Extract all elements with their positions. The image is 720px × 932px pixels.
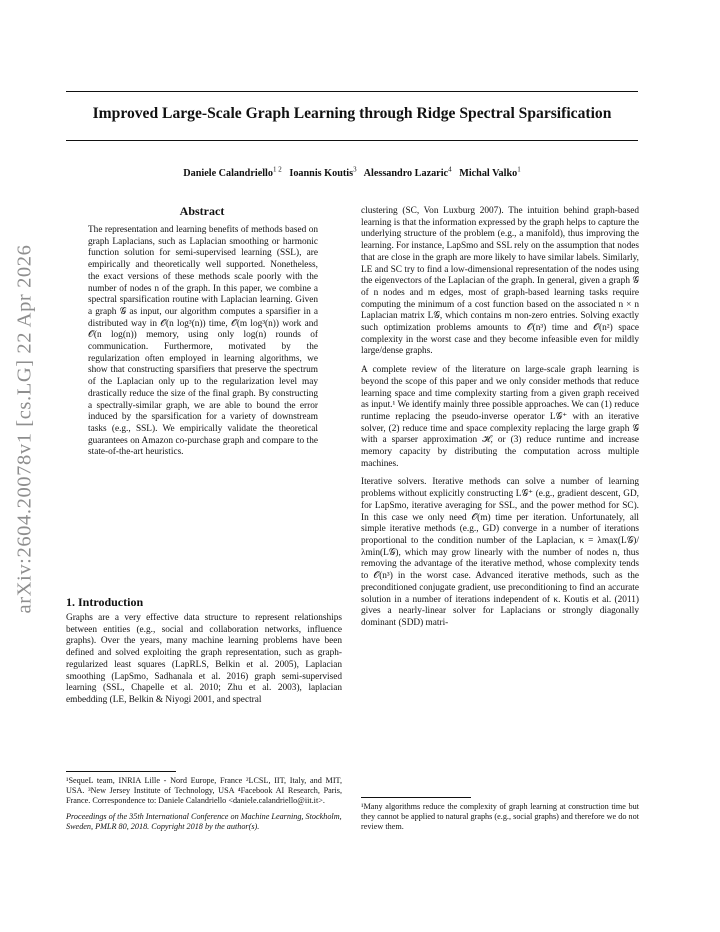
footnote: ¹Many algorithms reduce the complexity of graph learning at construction time but they cannot be applied to natural graphs (e.g., social graphs) and therefore we do not review them. bbox=[361, 802, 639, 832]
author-name: Daniele Calandriello bbox=[183, 168, 273, 179]
author-name: Ioannis Koutis bbox=[289, 168, 354, 179]
author-name: Alessandro Lazaric bbox=[363, 168, 449, 179]
abstract-body: The representation and learning benefits of methods based on graph Laplacians, such as Laplacian smoothing or harmonic function solution for semi-supervised learning (SSL), are empirically and theoretically well supported. Nonetheless, the exact versions of these methods scale poorly with the number of nodes n of the graph. In this paper, we combine a spectral sparsification routine with Laplacian learning. Given a graph 𝒢 as input, our algorithm computes a sparsifier in a distributed way in 𝒪(n log³(n)) time, 𝒪(m log³(n)) work and 𝒪(n log(n)) memory, using only log(n) rounds of communication. Furthermore, motivated by the regularization often employed in learning algorithms, we show that constructing sparsifiers that preserve the spectrum of the Laplacian only up to the regularization level may drastically reduce the size of the final graph. By constructing a spectrally-similar graph, we are able to bound the error induced by the sparsification for a variety of downstream tasks (e.g., SSL). We empirically validate the theoretical guarantees on Amazon co-purchase graph and compare to the state-of-the-art heuristics. bbox=[88, 225, 318, 458]
arxiv-stamp: arXiv:2604.20078v1 [cs.LG] 22 Apr 2026 bbox=[13, 244, 36, 614]
paragraph: clustering (SC, Von Luxburg 2007). The intuition behind graph-based learning is that the information expressed by the graph helps to capture the underlying structure of the problem (e.g., a manifold), thus improving the learning. For instance, LapSmo and SSL rely on the assumption that nodes that are close in the graph are more likely to have similar labels. Similarly, LE and SC try to find a low-dimensional representation of the nodes using the eigenvectors of the Laplacian of the graph. In general, given a graph 𝒢 of n nodes and m edges, most of graph-based learning tasks require computing the minimum of a cost function based on the associated n × n Laplacian matrix L𝒢, which contains m non-zero entries. Solving exactly such optimization problems amounts to 𝒪(n³) time and 𝒪(n²) space complexity in the worst case and they become infeasible even for mildly large/dense graphs. bbox=[361, 206, 639, 357]
author-affiliation: 1 2 bbox=[272, 165, 282, 174]
section-heading-introduction: 1. Introduction bbox=[66, 595, 144, 609]
footnote-rule-right bbox=[361, 797, 471, 798]
author-affiliation: 1 bbox=[517, 165, 521, 174]
introduction-body: Graphs are a very effective data structure to represent relationships between entities (e.g., social and collaboration networks, influence graphs). Over the years, many machine learning problems have been defined and solved exploiting the graph representation, such as graph-regularized least squares (LapRLS, Belkin et al. 2005), Laplacian smoothing (LapSmo, Sadhanala et al. 2016) graph semi-supervised learning (SSL, Chapelle et al. 2010; Zhu et al. 2003), laplacian embedding (LE, Belkin & Niyogi 2001, and spectral bbox=[66, 613, 342, 705]
title-top-rule bbox=[66, 91, 638, 92]
proceedings-note: Proceedings of the 35th International Conference on Machine Learning, Stockholm, Sweden, PMLR 80, 2018. Copyright 2018 by the author(s). bbox=[66, 812, 342, 832]
title-bottom-rule bbox=[66, 140, 638, 141]
footnote-rule-left bbox=[66, 771, 176, 772]
affiliation-footnote: ¹SequeL team, INRIA Lille - Nord Europe, France ²LCSL, IIT, Italy, and MIT, USA. ³New Jersey Institute of Technology, USA ⁴Facebook AI Research, Paris, France. Correspondence to: Daniele Calandriello <daniele.calandriello@iit.it>. bbox=[66, 776, 342, 806]
paragraph: Iterative solvers. Iterative methods can solve a number of learning problems without explicitly constructing L𝒢⁺ (e.g., gradient descent, GD, for LapSmo, iterative averaging for SSL, and the power method for SC). In this case we only need 𝒪(m) time per iteration. Unfortunately, all simple iterative methods (e.g., GD) converge in a number of iterations proportional to the condition number of the Laplacian, κ = λmax(L𝒢)/λmin(L𝒢), which may grow linearly with the number of nodes n, thus removing the advantage of the iterative method, whose complexity tends to 𝒪(n³) in the worst case. Advanced iterative methods, such as the preconditioned conjugate gradient, use preconditioning to find an accurate solution in a number of iterations independent of κ. Koutis et al. (2011) gives a nearly-linear solver for Laplacians or strongly diagonally dominant (SDD) matri- bbox=[361, 477, 639, 628]
author-name: Michal Valko bbox=[459, 168, 518, 179]
paragraph: A complete review of the literature on large-scale graph learning is beyond the scope of this paper and we only consider methods that reduce learning space and time complexity starting from a given graph received as input.¹ We identify mainly three possible approaches. We can (1) reduce runtime replacing the pseudo-inverse operator L𝒢⁺ with an iterative solver, (2) reduce time and space complexity replacing the large graph 𝒢 with a sparser approximation ℋ, or (3) reduce runtime and increase memory capacity by distributing the computation across multiple machines. bbox=[361, 365, 639, 469]
paper-title: Improved Large-Scale Graph Learning through Ridge Spectral Sparsification bbox=[92, 105, 612, 122]
author-affiliation: 3 bbox=[353, 165, 357, 174]
right-column bbox=[361, 206, 639, 637]
abstract-heading: Abstract bbox=[179, 204, 225, 218]
author-list bbox=[66, 165, 638, 179]
author-affiliation: 4 bbox=[448, 165, 452, 174]
